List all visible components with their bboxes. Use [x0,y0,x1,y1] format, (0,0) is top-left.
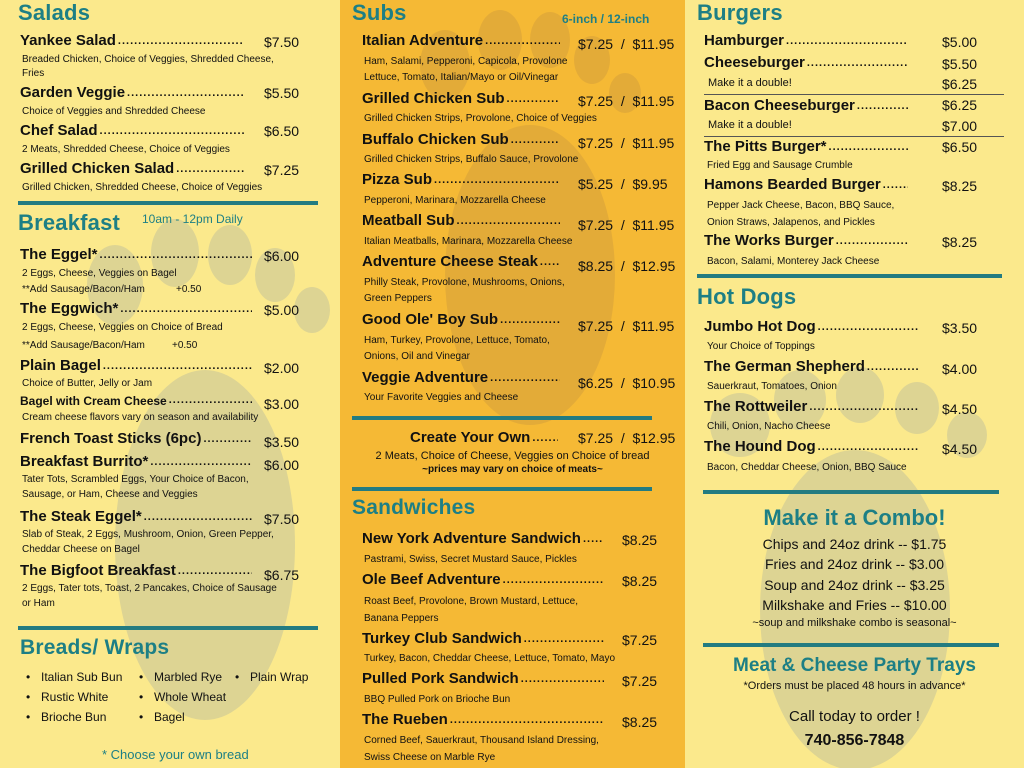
item-description: Pastrami, Swiss, Secret Mustard Sauce, Pickles [364,554,577,565]
item-price: $2.00 [264,360,300,376]
menu-item: Garden Veggie ..... [20,84,246,101]
menu-item: Pizza Sub ..... [362,171,562,188]
item-description: 2 Eggs, Cheese, Veggies on Bagel [22,268,177,279]
item-price: $7.25 [264,162,300,178]
section-divider [703,490,999,494]
burgers-heading: Burgers [697,0,783,25]
item-price: $7.25 / $11.95 [578,217,675,233]
item-price: $5.00 [942,34,978,50]
item-price: $3.50 [264,434,300,450]
item-description: Grilled Chicken Strips, Provolone, Choice of Veggies [364,113,597,124]
menu-item: Grilled Chicken Sub ..... [362,90,562,107]
combo-option: Chips and 24oz drink -- $1.75 [762,536,947,552]
menu-item: Jumbo Hot Dog ..... [704,318,920,335]
menu-item: The Hound Dog ..... [704,438,920,455]
item-description: Choice of Butter, Jelly or Jam [22,378,153,389]
menu-item: Good Ole' Boy Sub ..... [362,311,562,328]
item-description: Bacon, Salami, Monterey Jack Cheese [707,256,880,267]
double-price: $7.00 [942,118,978,134]
item-price: $5.25 / $9.95 [578,176,668,192]
addon-price: +0.50 [176,284,202,295]
menu-item: The Eggel* ..... [20,246,254,263]
item-price: $4.50 [942,401,978,417]
item-description: 2 Eggs, Cheese, Veggies on Choice of Bread [22,322,223,333]
item-description: Slab of Steak, 2 Eggs, Mushroom, Onion, Green Pepper, [22,529,274,540]
menu-item: Bagel with Cream Cheese ..... [20,394,254,408]
item-description: Choice of Veggies and Shredded Cheese [22,106,206,117]
bread-option: • Marbled Rye [154,670,222,684]
sub-sizes: 6-inch / 12-inch [562,12,650,26]
item-price: $6.00 [264,457,300,473]
breakfast-heading: Breakfast [18,210,121,235]
menu-item: Veggie Adventure ..... [362,369,562,386]
item-description: Sausage, or Ham, Cheese and Veggies [22,489,198,500]
menu-item: French Toast Sticks (6pc) ..... [20,430,254,447]
item-price: $7.50 [264,511,300,527]
bread-option: • Rustic White [41,690,108,704]
item-description: Pepper Jack Cheese, Bacon, BBQ Sauce, [707,200,895,211]
item-description: BBQ Pulled Pork on Brioche Bun [364,694,511,705]
menu-item: Italian Adventure ..... [362,32,562,49]
menu-item: The German Shepherd ..... [704,358,920,375]
item-price: $8.25 [942,234,978,250]
menu-item: Turkey Club Sandwich ..... [362,630,606,647]
item-description: Cheddar Cheese on Bagel [22,544,140,555]
item-price: $8.25 [622,532,658,548]
price-separator [704,136,1004,137]
double-option: Make it a double! [708,119,792,131]
menu-item: Hamburger ..... [704,32,910,49]
item-description: Grilled Chicken, Shredded Cheese, Choice of Veggies [22,182,263,193]
breads-heading: Breads/ Wraps [20,636,170,659]
item-description: Your Choice of Toppings [707,341,815,352]
addon-price: +0.50 [172,340,198,351]
menu-item: The Rottweiler ..... [704,398,920,415]
menu-item: Buffalo Chicken Sub ..... [362,131,562,148]
menu-item: Adventure Cheese Steak ..... [362,253,562,270]
addon-label: **Add Sausage/Bacon/Ham [22,340,145,351]
menu-item: Cheeseburger ..... [704,54,910,71]
item-description: Fried Egg and Sausage Crumble [707,160,853,171]
item-description: Breaded Chicken, Choice of Veggies, Shredded Cheese, [22,54,274,65]
item-price: $3.50 [942,320,978,336]
item-price: $5.00 [264,302,300,318]
menu-item: The Bigfoot Breakfast ..... [20,562,254,579]
item-price: $5.50 [264,85,300,101]
menu-item: New York Adventure Sandwich ..... [362,530,606,547]
item-price: $6.00 [264,248,300,264]
bread-option: • Plain Wrap [250,670,308,684]
item-description: Banana Peppers [364,613,439,624]
item-price: $6.75 [264,567,300,583]
create-your-own-price: $7.25 / $12.95 [578,430,676,446]
item-price: $4.00 [942,361,978,377]
menu-item: Breakfast Burrito* ..... [20,453,254,470]
menu-item: Pulled Pork Sandwich ..... [362,670,606,687]
item-price: $6.25 / $10.95 [578,375,676,391]
item-price: $8.25 [622,573,658,589]
section-divider [352,416,652,420]
item-price: $7.25 / $11.95 [578,36,675,52]
bread-note: * Choose your own bread [102,747,249,762]
salads-heading: Salads [18,0,91,25]
combo-heading: Make it a Combo! [763,505,946,530]
item-price: $6.50 [942,139,978,155]
menu-item: Meatball Sub ..... [362,212,562,229]
section-divider [697,274,1002,278]
price-separator [704,94,1004,95]
item-price: $8.25 / $12.95 [578,258,676,274]
item-description: Philly Steak, Provolone, Mushrooms, Onions, [364,277,565,288]
create-your-own-note: ~prices may vary on choice of meats~ [422,464,603,475]
item-description: Your Favorite Veggies and Cheese [364,392,519,403]
double-price: $6.25 [942,76,978,92]
item-price: $5.50 [942,56,978,72]
item-description: Turkey, Bacon, Cheddar Cheese, Lettuce, Tomato, Mayo [364,653,616,664]
bread-option: • Whole Wheat [154,690,226,704]
item-price: $3.00 [264,396,300,412]
combo-note: ~soup and milkshake combo is seasonal~ [752,617,957,629]
item-price: $8.25 [942,178,978,194]
item-description: Green Peppers [364,293,432,304]
middle-panel [340,0,685,768]
section-divider [352,487,652,491]
menu-item: The Pitts Burger* ..... [704,138,910,155]
item-description: Ham, Turkey, Provolone, Lettuce, Tomato, [364,335,550,346]
addon-label: **Add Sausage/Bacon/Ham [22,284,145,295]
item-price: $6.25 [942,97,978,113]
item-description: Pepperoni, Marinara, Mozzarella Cheese [364,195,546,206]
item-price: $8.25 [622,714,658,730]
item-price: $6.50 [264,123,300,139]
item-price: $7.50 [264,34,300,50]
double-option: Make it a double! [708,77,792,89]
item-description: Italian Meatballs, Marinara, Mozzarella Cheese [364,236,573,247]
item-description: Tater Tots, Scrambled Eggs, Your Choice of Bacon, [22,474,249,485]
item-price: $7.25 [622,632,658,648]
menu-item: Grilled Chicken Salad ..... [20,160,246,177]
item-description: Fries [22,68,45,79]
item-description: Chili, Onion, Nacho Cheese [707,421,831,432]
combo-option: Fries and 24oz drink -- $3.00 [765,556,944,572]
menu-item: Yankee Salad ..... [20,32,246,49]
phone-number[interactable]: 740-856-7848 [804,732,905,749]
item-description: Grilled Chicken Strips, Buffalo Sauce, Provolone [364,154,579,165]
item-price: $7.25 [622,673,658,689]
call-to-order: Call today to order ! [789,708,920,725]
combo-option: Milkshake and Fries -- $10.00 [762,597,947,613]
menu-item: Ole Beef Adventure ..... [362,571,606,588]
item-description: Roast Beef, Provolone, Brown Mustard, Lettuce, [364,596,578,607]
menu-item: The Works Burger ..... [704,232,910,249]
item-description: Bacon, Cheddar Cheese, Onion, BBQ Sauce [707,462,907,473]
item-price: $7.25 / $11.95 [578,318,675,334]
create-your-own-description: 2 Meats, Choice of Cheese, Veggies on Choice of bread [375,450,650,462]
create-your-own-item: Create Your Own ..... [410,429,560,446]
bread-option: • Italian Sub Bun [41,670,122,684]
item-description: 2 Meats, Shredded Cheese, Choice of Veggies [22,144,230,155]
item-description: Onions, Oil and Vinegar [364,351,470,362]
right-panel [685,0,1024,768]
left-panel [0,0,340,768]
party-trays-note: *Orders must be placed 48 hours in advance* [743,680,966,692]
subs-heading: Subs [352,0,407,25]
item-price: $7.25 / $11.95 [578,93,675,109]
menu-item: The Rueben ..... [362,711,606,728]
combo-option: Soup and 24oz drink -- $3.25 [764,577,945,593]
menu-item: Bacon Cheeseburger ..... [704,97,910,114]
menu-item: Plain Bagel ..... [20,357,254,374]
party-trays-heading: Meat & Cheese Party Trays [733,655,976,676]
bread-option: • Brioche Bun [41,710,106,724]
menu-item: The Eggwich* ..... [20,300,254,317]
item-description: or Ham [22,598,55,609]
item-description: Cream cheese flavors vary on season and availability [22,412,259,423]
item-description: Sauerkraut, Tomatoes, Onion [707,381,837,392]
menu-item: Hamons Bearded Burger ..... [704,176,910,193]
item-description: Onion Straws, Jalapenos, and Pickles [707,217,875,228]
item-price: $7.25 / $11.95 [578,135,675,151]
section-divider [18,201,318,205]
hotdogs-heading: Hot Dogs [697,284,797,309]
section-divider [703,643,999,647]
sandwiches-heading: Sandwiches [352,496,476,519]
item-description: Ham, Salami, Pepperoni, Capicola, Provolone [364,56,568,67]
item-description: 2 Eggs, Tater tots, Toast, 2 Pancakes, Choice of Sausage [22,583,277,594]
item-description: Corned Beef, Sauerkraut, Thousand Island Dressing, [364,735,599,746]
menu-item: Chef Salad ..... [20,122,246,139]
breakfast-hours: 10am - 12pm Daily [142,212,243,226]
item-description: Lettuce, Tomato, Italian/Mayo or Oil/Vinegar [364,72,559,83]
menu-item: The Steak Eggel* ..... [20,508,254,525]
bread-option: • Bagel [154,710,185,724]
section-divider [18,626,318,630]
item-description: Swiss Cheese on Marble Rye [364,752,496,763]
item-price: $4.50 [942,441,978,457]
